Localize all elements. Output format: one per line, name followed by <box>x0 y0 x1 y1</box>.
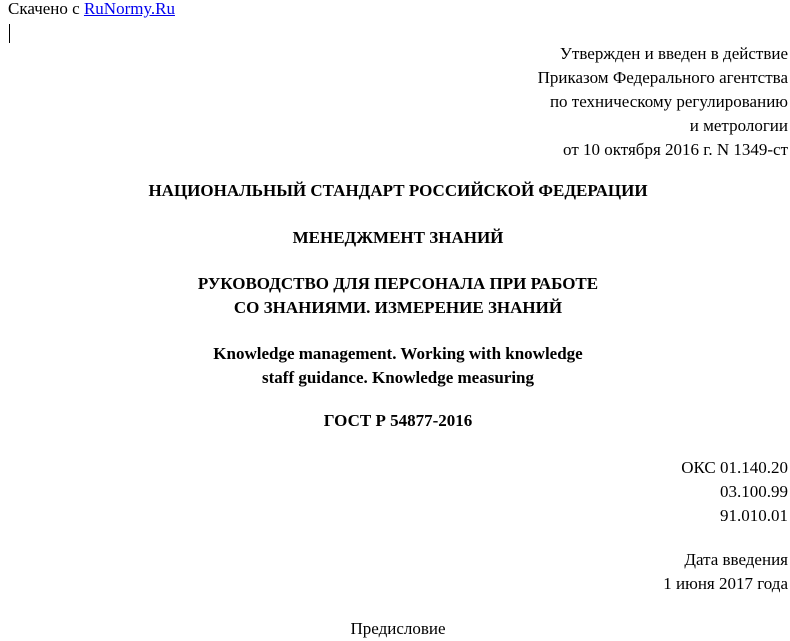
downloaded-prefix: Скачено с <box>8 0 84 18</box>
oks-classification <box>681 456 788 528</box>
gost-number <box>0 409 790 433</box>
introduction-date: 1 июня 2017 года <box>663 574 788 593</box>
preface-heading: Предисловие <box>350 619 446 638</box>
download-source-line <box>8 0 175 21</box>
text-cursor <box>9 24 10 43</box>
english-title-line: staff guidance. Knowledge measuring <box>262 368 534 387</box>
introduction-label: Дата введения <box>684 550 788 569</box>
russian-title <box>0 272 790 320</box>
standard-heading-text: НАЦИОНАЛЬНЫЙ СТАНДАРТ РОССИЙСКОЙ ФЕДЕРАЦИИ <box>148 181 648 200</box>
approval-line: Приказом Федерального агентства <box>537 68 788 87</box>
approval-line: от 10 октября 2016 г. N 1349-ст <box>563 140 788 159</box>
subject-heading-text: МЕНЕДЖМЕНТ ЗНАНИЙ <box>292 228 504 247</box>
russian-title-line: РУКОВОДСТВО ДЛЯ ПЕРСОНАЛА ПРИ РАБОТЕ <box>197 274 599 293</box>
english-title <box>0 342 790 390</box>
russian-title-line: СО ЗНАНИЯМИ. ИЗМЕРЕНИЕ ЗНАНИЙ <box>233 298 563 317</box>
approval-block <box>538 42 788 162</box>
approval-line: и метрологии <box>689 116 788 135</box>
standard-heading <box>0 179 790 203</box>
subject-heading <box>0 226 790 250</box>
approval-line: Утвержден и введен в действие <box>559 44 788 63</box>
source-link[interactable]: RuNormy.Ru <box>83 0 175 18</box>
introduction-date-block <box>663 548 788 596</box>
gost-number-text: ГОСТ Р 54877-2016 <box>323 411 473 430</box>
oks-line: ОКС 01.140.20 <box>681 458 788 477</box>
approval-line: по техническому регулированию <box>549 92 788 111</box>
oks-line: 03.100.99 <box>720 482 788 501</box>
oks-line: 91.010.01 <box>720 506 788 525</box>
english-title-line: Knowledge management. Working with knowledge <box>213 344 583 363</box>
